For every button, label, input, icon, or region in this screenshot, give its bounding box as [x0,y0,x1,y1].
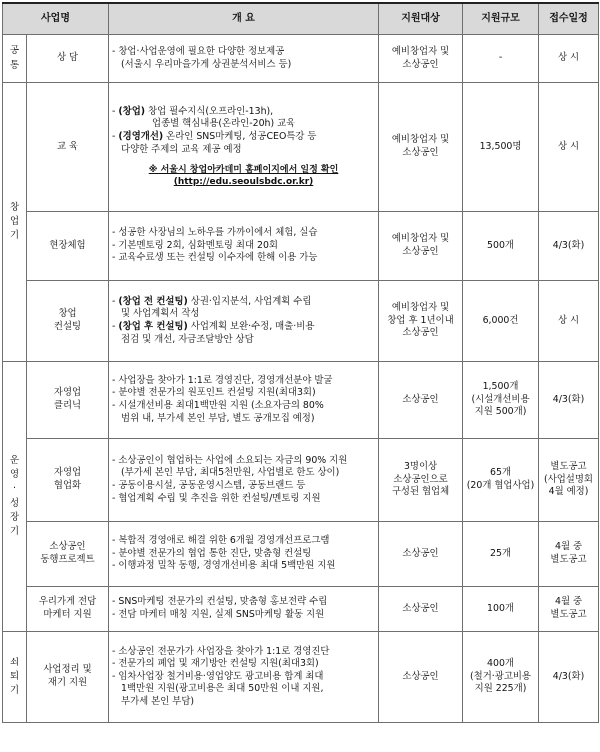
program-target: 소상공인 [379,362,463,439]
program-scale: 500개 [463,212,539,281]
program-overview: - 성공한 사장님의 노하우를 가까이에서 체험, 실습 - 기본멘토링 2회, 심화멘토링 최대 20회 - 교육수료생 또는 컨설팅 이수자에 한해 이용 가능 [109,212,379,281]
table-row [3,35,599,83]
program-name: 교 육 [27,83,109,212]
program-overview: - 창업·사업운영에 필요한 다양한 정보제공 (서울시 우리마을가게 상권분석서비스 등) [109,35,379,83]
program-target: 소상공인 [379,587,463,632]
program-scale: 100개 [463,587,539,632]
program-target: 소상공인 [379,632,463,723]
program-date: 4/3(화) [539,632,599,723]
program-date: 상 시 [539,281,599,362]
category-startup: 창 업 기 [3,83,27,362]
program-name: 우리가게 전담 마케터 지원 [27,587,109,632]
program-date: 4/3(화) [539,362,599,439]
header-program-name: 사업명 [3,3,109,35]
program-scale: 6,000건 [463,281,539,362]
program-overview: - SNS마케팅 전문가의 컨설팅, 맞춤형 홍보전략 수립 - 전담 마케터 매칭 지원, 실제 SNS마케팅 활동 지원 [109,587,379,632]
program-name: 소상공인 동행프로젝트 [27,522,109,587]
table-row [3,632,599,723]
header-date: 접수일정 [539,3,599,35]
program-name: 현장체험 [27,212,109,281]
program-date: 상 시 [539,35,599,83]
category-common: 공 통 [3,35,27,83]
program-overview: - 소상공인 전문가가 사업장을 찾아가 1:1로 경영진단 - 전문가의 폐업 및 재기방안 컨설팅 지원(최대3회) - 임차사업장 철거비용·영업양도 광고비용 합계 최대 1백만원 지원(광고비용은 최대 50만원 이내 지원, 부가세 본인 부담) [109,632,379,723]
program-scale: 13,500명 [463,83,539,212]
program-target: 예비창업자 및 소상공인 [379,212,463,281]
table-row [3,212,599,281]
header-target: 지원대상 [379,3,463,35]
table-row [3,522,599,587]
table-row [3,281,599,362]
program-date: 상 시 [539,83,599,212]
program-target: 예비창업자 및 소상공인 [379,35,463,83]
program-date: 4/3(화) [539,212,599,281]
program-name: 자영업 클리닉 [27,362,109,439]
category-operation: 운 영 · 성 장 기 [3,362,27,632]
notice-website: ※ 서울시 창업아카데미 홈페이지에서 일정 확인 (http://edu.seoulsbdc.or.kr) [112,164,375,188]
program-target: 예비창업자 및 창업 후 1년이내 소상공인 [379,281,463,362]
program-scale: - [463,35,539,83]
program-overview: - (창업 전 컨설팅) 상권·입지분석, 사업계획 수립 및 사업계획서 작성 - (창업 후 컨설팅) 사업계획 보완·수정, 매출·비용 점검 및 개선, 자금조달방안 상담 [109,281,379,362]
program-date: 4월 중 별도공고 [539,587,599,632]
table-row [3,587,599,632]
program-overview: - (창업) 창업 필수지식(오프라인-13h), 업종별 핵심내용(온라인-20h) 교육 - (경영개선) 온라인 SNS마케팅, 성공CEO특강 등 다양한 주제의 교육 제공 예정 ※ 서울시 창업아카데미 홈페이지에서 일정 확인 (http://edu.seoulsbdc.or.kr) [109,83,379,212]
header-row [3,3,599,35]
academy-link[interactable]: (http://edu.seoulsbdc.or.kr) [173,177,314,188]
program-overview: - 사업장을 찾아가 1:1로 경영진단, 경영개선분야 발굴 - 분야별 전문가의 원포인트 컨설팅 지원(최대3회) - 시설개선비용 최대1백만원 지원 (소요자금의 80% 범위 내, 부가세 본인 부담, 별도 공개모집 예정) [109,362,379,439]
program-target: 3명이상 소상공인으로 구성된 협업체 [379,439,463,522]
program-date: 별도공고 (사업설명회 4월 예정) [539,439,599,522]
table-row [3,362,599,439]
program-name: 사업정리 및 재기 지원 [27,632,109,723]
program-overview: - 복합적 경영애로 해결 위한 6개월 경영개선프로그램 - 분야별 전문가의 협업 통한 진단, 맞춤형 컨설팅 - 이행과정 밀착 동행, 경영개선비용 최대 5백만원 지원 [109,522,379,587]
program-target: 소상공인 [379,522,463,587]
program-name: 자영업 협업화 [27,439,109,522]
table-row [3,439,599,522]
header-scale: 지원규모 [463,3,539,35]
table-row [3,83,599,212]
program-overview: - 소상공인이 협업하는 사업에 소요되는 자금의 90% 지원 (부가세 본인 부담, 최대5천만원, 사업별로 한도 상이) - 공동이용시설, 공동운영시스템, 공동브랜드 등 - 협업계획 수립 및 추진을 위한 컨설팅/멘토링 지원 [109,439,379,522]
program-name: 창업 컨설팅 [27,281,109,362]
program-target: 예비창업자 및 소상공인 [379,83,463,212]
program-scale: 1,500개 (시설개선비용 지원 500개) [463,362,539,439]
program-date: 4월 중 별도공고 [539,522,599,587]
category-closure: 쇠 퇴 기 [3,632,27,723]
program-scale: 65개 (20개 협업사업) [463,439,539,522]
header-overview: 개 요 [109,3,379,35]
program-name: 상 담 [27,35,109,83]
program-scale: 400개 (철거·광고비용 지원 225개) [463,632,539,723]
support-program-table [2,2,599,723]
program-scale: 25개 [463,522,539,587]
